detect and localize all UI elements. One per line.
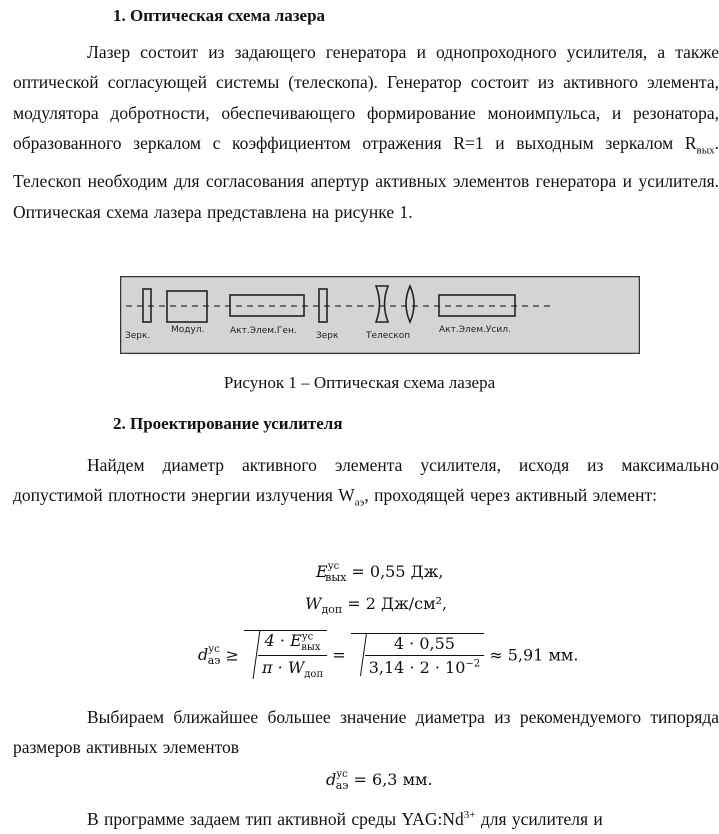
label-mirror-1: Зерк. xyxy=(125,331,151,341)
section-2-paragraph-1: Найдем диаметр активного элемента усилителя, исходя из максимально допустимой плотности энергии излучения $W_{аэ}$, проходящей через активный элемент: xyxy=(13,455,719,509)
section-1-paragraph: Лазер состоит из задающего генератора и однопроходного усилителя, а также оптической согласующей системы (телескопа). Генератор состоит из активного элемента, модулятора добротности, обеспечивающего формирование моноимпульса, и резонатора, образованного зеркалом с коэффициентом отражения R=1 и выходным зеркалом $R_{вых}$. Телескоп необходим для согласования апертур активных элементов генератора и усилителя. Оптическая схема лазера представлена на рисунке 1. xyxy=(13,42,719,222)
optical-scheme-figure xyxy=(120,276,640,354)
label-mirror-2: Зерк xyxy=(316,331,339,341)
figure-caption: Рисунок 1 – Оптическая схема лазера xyxy=(223,373,496,392)
section-1-heading: 1. Оптическая схема лазера xyxy=(113,6,326,25)
label-amp-element: Акт.Элем.Усил. xyxy=(439,325,511,335)
section-2-paragraph-2: Выбираем ближайшее большее значение диаметра из рекомендуемого типоряда размеров активных элементов xyxy=(13,707,719,758)
equation-density: $W_{доп} = 2$ Дж/см², xyxy=(305,594,448,617)
label-telescope: Телескоп xyxy=(366,331,411,341)
section-2-heading: 2. Проектирование усилителя xyxy=(113,414,343,433)
equation-chosen-diameter: $d^{ус}_{аэ} = 6,3$ мм. xyxy=(326,769,433,793)
label-modulator: Модул. xyxy=(171,325,205,335)
equation-diameter: $d^{ус}_{аэ}$ ≥ $\frac{4 \cdot E^{ус}_{вых}}{\pi \cdot W_{доп}}$ = $\frac{4 \cdot 0,55}{3,14 \cdot 2 \cdot 10^{-2}}$ ≈ 5,91 мм. xyxy=(198,631,579,681)
label-gen-element: Акт.Элем.Ген. xyxy=(230,326,297,336)
equation-energy: $E^{ус}_{вых} = 0,55$ Дж, xyxy=(316,561,444,585)
section-2-paragraph-3: В программе задаем тип активной среды $YAG:Nd^{3+}$ для усилителя и xyxy=(87,808,603,829)
